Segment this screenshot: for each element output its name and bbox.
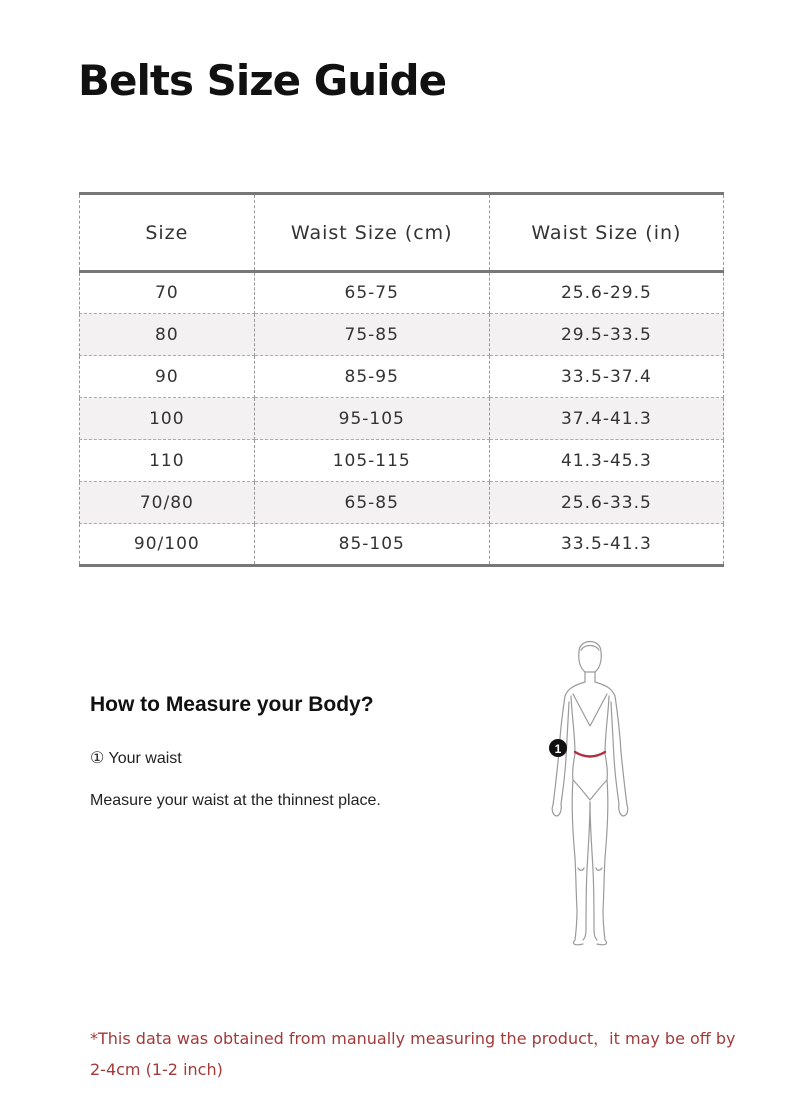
table-row	[80, 482, 724, 524]
cell-waist-cm: 75-85	[254, 314, 489, 356]
cell-waist-in: 25.6-33.5	[489, 482, 723, 524]
cell-waist-cm: 105-115	[254, 440, 489, 482]
table-row	[80, 272, 724, 314]
table-row	[80, 314, 724, 356]
body-outline-icon	[535, 630, 645, 950]
cell-size: 70	[80, 272, 255, 314]
cell-waist-in: 41.3-45.3	[489, 440, 723, 482]
header-waist-in: Waist Size (in)	[489, 194, 723, 272]
cell-waist-cm: 85-95	[254, 356, 489, 398]
cell-waist-in: 29.5-33.5	[489, 314, 723, 356]
cell-size: 70/80	[80, 482, 255, 524]
cell-waist-cm: 65-75	[254, 272, 489, 314]
cell-waist-in: 37.4-41.3	[489, 398, 723, 440]
table-row	[80, 356, 724, 398]
cell-size: 80	[80, 314, 255, 356]
size-table	[79, 192, 724, 567]
cell-size: 100	[80, 398, 255, 440]
header-size: Size	[80, 194, 255, 272]
table-row	[80, 398, 724, 440]
table-header-row	[80, 194, 724, 272]
table-row	[80, 524, 724, 566]
waist-marker: 1	[554, 742, 562, 756]
cell-waist-cm: 95-105	[254, 398, 489, 440]
disclaimer-note: *This data was obtained from manually measuring the product，it may be off by 2-4cm (1-2 inch)	[90, 1029, 736, 1079]
cell-size: 90/100	[80, 524, 255, 566]
measure-heading: How to Measure your Body?	[90, 693, 374, 716]
header-waist-cm: Waist Size (cm)	[254, 194, 489, 272]
cell-size: 110	[80, 440, 255, 482]
cell-waist-cm: 65-85	[254, 482, 489, 524]
cell-size: 90	[80, 356, 255, 398]
cell-waist-in: 25.6-29.5	[489, 272, 723, 314]
cell-waist-in: 33.5-37.4	[489, 356, 723, 398]
measure-note: Measure your waist at the thinnest place.	[90, 792, 381, 809]
cell-waist-cm: 85-105	[254, 524, 489, 566]
page-title: Belts Size Guide	[78, 56, 447, 105]
measure-step-waist: ① Your waist	[90, 750, 182, 767]
cell-waist-in: 33.5-41.3	[489, 524, 723, 566]
table-row	[80, 440, 724, 482]
